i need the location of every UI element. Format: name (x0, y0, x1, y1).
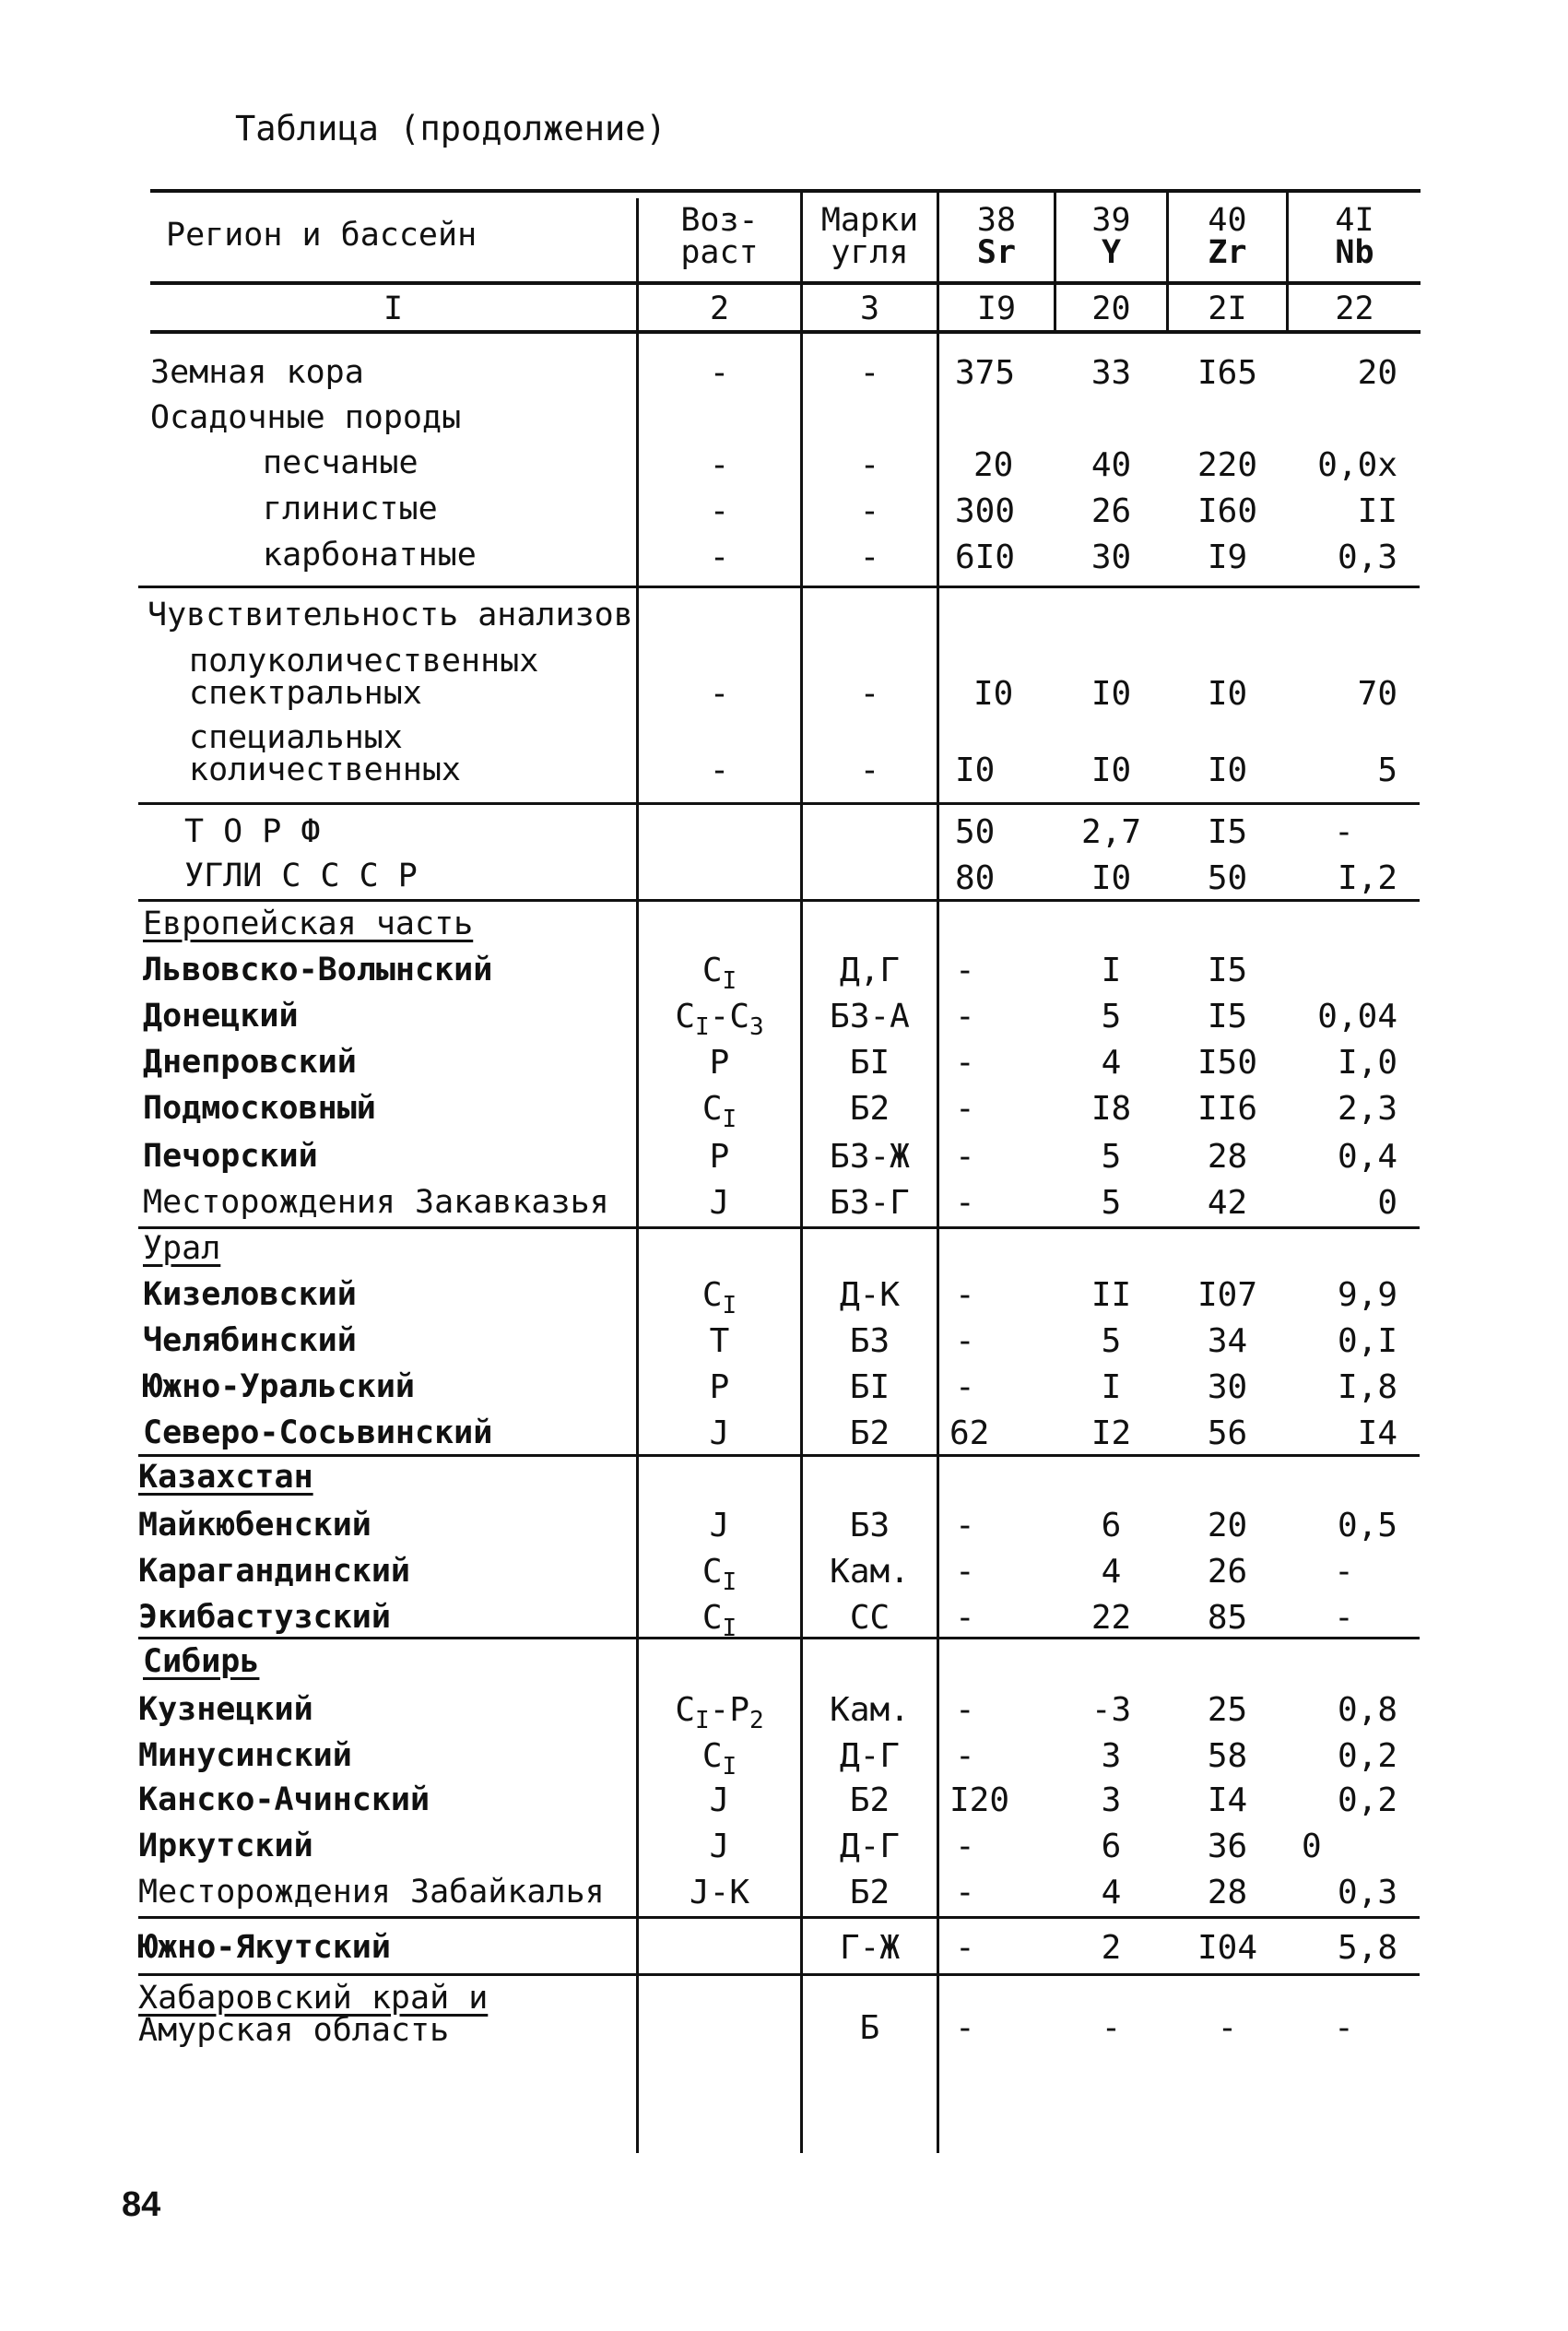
col-divider-sr (937, 189, 939, 2153)
row-label: Хабаровский край и Амурская область (138, 1980, 489, 2049)
cell-sr: - (955, 1691, 975, 1729)
cell-sr: - (955, 1184, 975, 1222)
separator (138, 1916, 1420, 1919)
cell-sr: - (955, 1044, 975, 1082)
cell-age: T (709, 1322, 730, 1360)
cell-y: 3 (1101, 1781, 1122, 1819)
colnum-19: I9 (976, 290, 1017, 327)
section-heading: Казахстан (138, 1459, 313, 1496)
cell-age: $C_I$ (701, 1090, 737, 1133)
row-label: песчаные (263, 444, 419, 481)
cell-zr: 220 (1197, 446, 1258, 484)
header-age: Воз- раст (680, 202, 759, 271)
colnum-1: I (383, 290, 404, 327)
cell-zr: 42 (1207, 1184, 1248, 1222)
cell-zr: 34 (1207, 1322, 1248, 1360)
cell-grade: - (859, 751, 880, 789)
cell-zr: I5 (1207, 813, 1248, 851)
cell-age: $C_I$ (701, 1599, 737, 1642)
cell-sr: - (955, 1929, 975, 1967)
cell-nb: 0,2 (1337, 1737, 1397, 1775)
row-label: Майкюбенский (138, 1507, 371, 1544)
cell-sr: - (955, 1599, 975, 1637)
cell-age: J (709, 1414, 730, 1452)
cell-sr: 20 (973, 446, 1014, 484)
row-label: Месторождения Забайкалья (138, 1874, 605, 1911)
cell-nb: 70 (1357, 675, 1397, 713)
cell-age: $C_I$ (701, 1737, 737, 1781)
cell-nb: I,0 (1337, 1044, 1397, 1082)
cell-grade: Б3-Ж (830, 1138, 910, 1176)
cell-grade: Б3 (849, 1322, 890, 1360)
row-label: карбонатные (263, 537, 477, 574)
cell-grade: Д-К (839, 1276, 901, 1314)
cell-nb: - (1334, 2009, 1354, 2047)
separator (138, 899, 1420, 902)
cell-grade: Д-Г (839, 1828, 901, 1865)
table-top-rule (150, 189, 1421, 193)
row-label: Минусинский (138, 1737, 352, 1774)
cell-sr: I0 (955, 751, 996, 789)
cell-sr: 300 (955, 492, 1016, 530)
row-label: Осадочные породы (150, 399, 462, 436)
section-heading: Урал (143, 1230, 221, 1267)
header-sr: 38 Sr (976, 202, 1017, 271)
cell-y: 6 (1101, 1828, 1122, 1865)
cell-age: $C_I$ (701, 952, 737, 995)
separator (138, 586, 1420, 588)
cell-nb: 0,0x (1317, 446, 1397, 484)
cell-y: 2,7 (1080, 813, 1142, 851)
row-label: Кузнецкий (138, 1691, 313, 1728)
cell-nb: 0,5 (1337, 1507, 1397, 1544)
cell-zr: - (1217, 2009, 1238, 2047)
cell-grade: Б2 (849, 1090, 890, 1128)
row-label: Иркутский (138, 1828, 313, 1864)
cell-y: I2 (1091, 1414, 1132, 1452)
cell-y: 22 (1091, 1599, 1132, 1637)
cell-grade: Д,Г (839, 952, 901, 989)
page-number: 84 (122, 2185, 161, 2224)
cell-sr: - (955, 998, 975, 1035)
cell-sr: - (955, 1138, 975, 1176)
row-label: Северо-Сосьвинский (143, 1414, 493, 1451)
cell-grade: Б3 (849, 1507, 890, 1544)
cell-y: 6 (1101, 1507, 1122, 1544)
table-caption: Таблица (продолжение) (235, 109, 666, 148)
colnum-21: 2I (1208, 290, 1247, 327)
cell-y: 26 (1091, 492, 1132, 530)
row-label: Челябинский (143, 1322, 357, 1359)
cell-nb: 0,I (1337, 1322, 1397, 1360)
cell-age: $C_I-C_3$ (675, 998, 764, 1041)
row-label: Т О Р Ф (184, 813, 321, 850)
cell-y: 3 (1101, 1737, 1122, 1775)
cell-sr: - (955, 1368, 975, 1406)
cell-y: 4 (1101, 1874, 1122, 1911)
cell-grade: Б2 (849, 1414, 890, 1452)
cell-zr: 28 (1207, 1874, 1248, 1911)
cell-zr: 26 (1207, 1553, 1248, 1591)
cell-grade: Б2 (849, 1781, 890, 1819)
cell-sr: - (955, 1507, 975, 1544)
cell-age: J (709, 1781, 730, 1819)
cell-age: J-K (689, 1874, 750, 1911)
row-label: Чувствительность анализов (147, 597, 633, 633)
row-label: Печорский (143, 1138, 318, 1175)
header-nb: 4I Nb (1335, 202, 1374, 271)
cell-sr: 62 (949, 1414, 990, 1452)
cell-grade: Б3-Г (830, 1184, 910, 1222)
colnum-2: 2 (709, 290, 730, 327)
cell-zr: I04 (1197, 1929, 1258, 1967)
row-label: Львовско-Волынский (143, 952, 493, 988)
cell-zr: I5 (1207, 998, 1248, 1035)
cell-y: 30 (1091, 538, 1132, 576)
cell-nb: 0,4 (1337, 1138, 1397, 1176)
cell-grade: - (859, 492, 880, 530)
cell-nb: 5 (1377, 751, 1397, 789)
section-heading: Сибирь (143, 1643, 260, 1680)
cell-y: I0 (1091, 751, 1132, 789)
cell-nb: 5,8 (1337, 1929, 1397, 1967)
cell-nb: I,8 (1337, 1368, 1397, 1406)
cell-y: I0 (1091, 859, 1132, 897)
cell-nb: 20 (1357, 354, 1397, 392)
cell-grade: СС (849, 1599, 890, 1637)
cell-zr: 85 (1207, 1599, 1248, 1637)
cell-age: - (709, 446, 730, 484)
cell-age: J (709, 1507, 730, 1544)
row-label: Южно-Якутский (138, 1929, 391, 1966)
cell-grade: БI (849, 1044, 890, 1082)
cell-age: - (709, 492, 730, 530)
header-bottom-rule (150, 281, 1421, 285)
cell-zr: I07 (1197, 1276, 1258, 1314)
cell-zr: 58 (1207, 1737, 1248, 1775)
section-heading: Европейская часть (143, 905, 474, 942)
cell-sr: - (955, 1874, 975, 1911)
header-grade: Марки угля (820, 202, 919, 271)
cell-grade: Б2 (849, 1874, 890, 1911)
cell-zr: I60 (1197, 492, 1258, 530)
cell-grade: Б (859, 2009, 880, 2047)
row-label: Днепровский (143, 1044, 357, 1081)
row-label: Подмосковный (143, 1090, 376, 1127)
cell-y: 5 (1101, 1184, 1122, 1222)
cell-zr: I65 (1197, 354, 1258, 392)
cell-zr: 50 (1207, 859, 1248, 897)
header-y: 39 Y (1091, 202, 1131, 271)
cell-sr: - (955, 1276, 975, 1314)
cell-sr: - (955, 952, 975, 989)
cell-zr: 20 (1207, 1507, 1248, 1544)
row-label: Экибастузский (138, 1599, 391, 1636)
cell-sr: 6I0 (955, 538, 1016, 576)
cell-grade: Г-Ж (839, 1929, 901, 1967)
cell-grade: Кам. (830, 1691, 910, 1729)
cell-nb: 0 (1302, 1828, 1322, 1865)
cell-age: P (709, 1138, 730, 1176)
row-label: специальных количественных (189, 719, 462, 788)
cell-age: $C_I$ (701, 1276, 737, 1319)
cell-zr: 56 (1207, 1414, 1248, 1452)
cell-sr: - (955, 1737, 975, 1775)
cell-y: 5 (1101, 998, 1122, 1035)
cell-y: 4 (1101, 1553, 1122, 1591)
cell-nb: I4 (1357, 1414, 1397, 1452)
cell-age: - (709, 538, 730, 576)
cell-zr: I5 (1207, 952, 1248, 989)
separator (138, 802, 1420, 805)
cell-sr: - (955, 1322, 975, 1360)
row-label: полуколичественных спектральных (189, 643, 539, 712)
cell-age: P (709, 1044, 730, 1082)
cell-y: I (1101, 1368, 1122, 1406)
cell-zr: I0 (1207, 675, 1248, 713)
cell-age: J (709, 1184, 730, 1222)
cell-zr: 28 (1207, 1138, 1248, 1176)
cell-y: -3 (1091, 1691, 1132, 1729)
cell-grade: Д-Г (839, 1737, 901, 1775)
cell-nb: 0,8 (1337, 1691, 1397, 1729)
cell-grade: - (859, 354, 880, 392)
cell-grade: - (859, 675, 880, 713)
cell-zr: I50 (1197, 1044, 1258, 1082)
row-label: Карагандинский (138, 1553, 411, 1590)
cell-sr: I20 (949, 1781, 1010, 1819)
cell-nb: 0,2 (1337, 1781, 1397, 1819)
cell-age: - (709, 751, 730, 789)
cell-y: II (1091, 1276, 1132, 1314)
cell-sr: - (955, 1090, 975, 1128)
header-region: Регион и бассейн (166, 217, 477, 254)
cell-nb: 0,3 (1337, 538, 1397, 576)
cell-age: - (709, 354, 730, 392)
cell-y: 5 (1101, 1322, 1122, 1360)
cell-age: $C_I$ (701, 1553, 737, 1596)
cell-grade: Кам. (830, 1553, 910, 1591)
cell-sr: I0 (973, 675, 1014, 713)
separator (138, 1973, 1420, 1976)
row-label: Кизеловский (143, 1276, 357, 1313)
cell-nb: I,2 (1337, 859, 1397, 897)
cell-zr: 36 (1207, 1828, 1248, 1865)
cell-nb: 9,9 (1337, 1276, 1397, 1314)
cell-sr: - (955, 1553, 975, 1591)
separator (138, 1454, 1420, 1457)
cell-y: 5 (1101, 1138, 1122, 1176)
cell-nb: 0 (1377, 1184, 1397, 1222)
cell-grade: - (859, 446, 880, 484)
colnum-22: 22 (1335, 290, 1374, 327)
cell-grade: Б3-А (830, 998, 910, 1035)
cell-sr: 375 (955, 354, 1016, 392)
cell-grade: БI (849, 1368, 890, 1406)
row-label: УГЛИ С С С Р (184, 858, 418, 894)
col-number-rule (150, 330, 1421, 334)
cell-zr: 30 (1207, 1368, 1248, 1406)
cell-age: $C_I-P_2$ (675, 1691, 764, 1734)
cell-zr: I4 (1207, 1781, 1248, 1819)
cell-nb: 0,3 (1337, 1874, 1397, 1911)
header-zr: 40 Zr (1208, 202, 1247, 271)
colnum-20: 20 (1091, 290, 1131, 327)
colnum-3: 3 (859, 290, 880, 327)
cell-y: I8 (1091, 1090, 1132, 1128)
cell-grade: - (859, 538, 880, 576)
cell-y: 2 (1101, 1929, 1122, 1967)
cell-nb: - (1334, 1553, 1354, 1591)
cell-y: 4 (1101, 1044, 1122, 1082)
cell-y: 40 (1091, 446, 1132, 484)
cell-age: - (709, 675, 730, 713)
cell-y: 33 (1091, 354, 1132, 392)
row-label: глинистые (263, 491, 438, 527)
cell-zr: I9 (1207, 538, 1248, 576)
cell-zr: 25 (1207, 1691, 1248, 1729)
row-label: Канско-Ачинский (138, 1781, 430, 1818)
row-label: Донецкий (143, 998, 299, 1035)
cell-nb: 0,04 (1317, 998, 1397, 1035)
cell-sr: 80 (955, 859, 996, 897)
cell-nb: - (1334, 813, 1354, 851)
cell-zr: II6 (1197, 1090, 1258, 1128)
cell-sr: - (955, 2009, 975, 2047)
cell-y: I (1101, 952, 1122, 989)
cell-nb: - (1334, 1599, 1354, 1637)
cell-age: J (709, 1828, 730, 1865)
separator (138, 1226, 1420, 1229)
row-label: Южно-Уральский (143, 1368, 416, 1405)
row-label: Земная кора (150, 354, 364, 391)
cell-y: I0 (1091, 675, 1132, 713)
cell-zr: I0 (1207, 751, 1248, 789)
cell-y: - (1101, 2009, 1122, 2047)
cell-nb: II (1357, 492, 1397, 530)
cell-age: P (709, 1368, 730, 1406)
row-label: Месторождения Закавказья (143, 1184, 609, 1221)
cell-sr: - (955, 1828, 975, 1865)
cell-nb: 2,3 (1337, 1090, 1397, 1128)
cell-sr: 50 (955, 813, 996, 851)
